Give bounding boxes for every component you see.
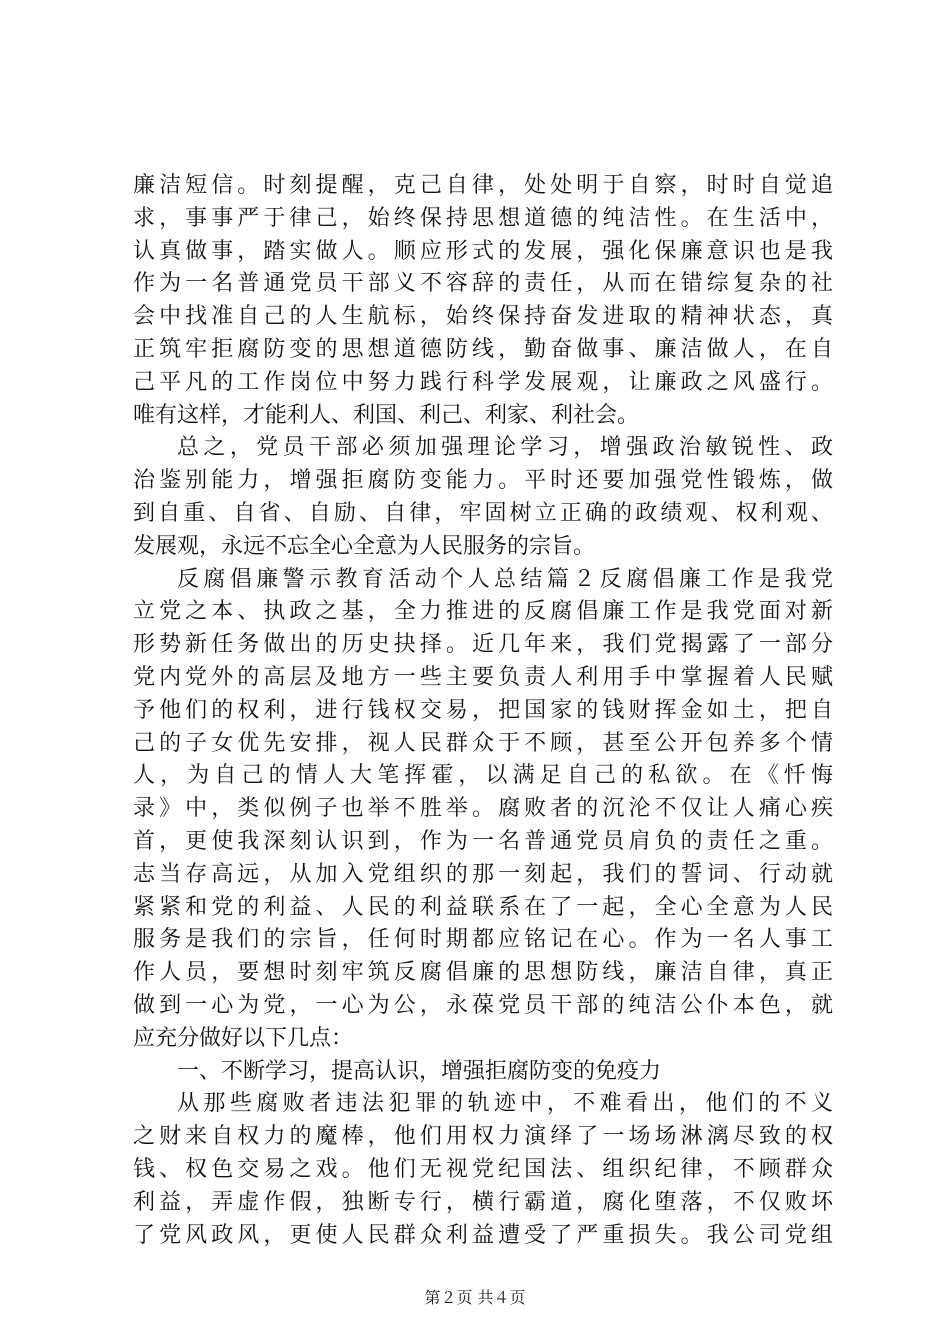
text-line: 从那些腐败者违法犯罪的轨迹中，不难看出，他们的不义 — [177, 1091, 833, 1117]
text-line: 作为一名普通党员干部义不容辞的责任，从而在错综复杂的社 — [133, 271, 833, 297]
text-line: 总之，党员干部必须加强理论学习，增强政治敏锐性、政 — [177, 435, 833, 461]
text-line: 廉洁短信。时刻提醒，克己自律，处处明于自察，时时自觉追 — [133, 173, 833, 198]
text-line: 形势新任务做出的历史抉择。近几年来，我们党揭露了一部分 — [133, 632, 833, 658]
text-line: 做到一心为党，一心为公，永葆党员干部的纯洁公仆本色，就 — [133, 992, 833, 1018]
text-line: 之财来自权力的魔棒，他们用权力演绎了一场场淋漓尽致的权 — [133, 1124, 833, 1150]
text-line: 一、不断学习，提高认识，增强拒腐防变的免疫力 — [177, 1058, 662, 1084]
text-line: 党内党外的高层及地方一些主要负责人利用手中掌握着人民赋 — [133, 664, 833, 690]
page-footer: 第２页 共４页 — [424, 1288, 526, 1307]
text-line: 录》中，类似例子也举不胜举。腐败者的沉沦不仅让人痛心疾 — [133, 796, 833, 822]
text-line: 钱、权色交易之戏。他们无视党纪国法、组织纪律，不顾群众 — [133, 1156, 833, 1182]
text-line: 服务是我们的宗旨，任何时期都应铭记在心。作为一名人事工 — [133, 927, 833, 953]
text-line: 了党风政风，更使人民群众利益遭受了严重损失。我公司党组 — [133, 1222, 833, 1248]
text-line: 立党之本、执政之基，全力推进的反腐倡廉工作是我党面对新 — [133, 599, 833, 625]
text-line: 己的子女优先安排，视人民群众于不顾，甚至公开包养多个情 — [133, 730, 833, 756]
text-line: 作人员，要想时刻牢筑反腐倡廉的思想防线，廉洁自律，真正 — [133, 960, 833, 986]
body-text — [133, 170, 833, 1252]
text-line: 到自重、自省、自励、自律，牢固树立正确的政绩观、权利观、 — [133, 500, 833, 526]
text-line: 予他们的权利，进行钱权交易，把国家的钱财挥金如土，把自 — [133, 697, 833, 723]
text-line: 正筑牢拒腐防变的思想道德防线，勤奋做事、廉洁做人，在自 — [133, 336, 833, 362]
text-line: 人，为自己的情人大笔挥霍，以满足自己的私欲。在《忏悔 — [133, 763, 833, 789]
text-line: 首，更使我深刻认识到，作为一名普通党员肩负的责任之重。 — [133, 828, 833, 854]
text-line: 治鉴别能力，增强拒腐防变能力。平时还要加强党性锻炼，做 — [133, 468, 833, 494]
text-line: 紧紧和党的利益、人民的利益联系在了一起，全心全意为人民 — [133, 894, 833, 920]
text-line: 发展观，永远不忘全心全意为人民服务的宗旨。 — [133, 533, 596, 559]
text-line: 求，事事严于律己，始终保持思想道德的纯洁性。在生活中， — [133, 205, 833, 231]
text-line: 志当存高远，从加入党组织的那一刻起，我们的誓词、行动就 — [133, 861, 833, 887]
text-line: 己平凡的工作岗位中努力践行科学发展观，让廉政之风盛行。 — [133, 369, 833, 395]
text-line: 反腐倡廉警示教育活动个人总结篇２反腐倡廉工作是我党 — [177, 566, 833, 592]
text-line: 利益，弄虚作假，独断专行，横行霸道，腐化堕落，不仅败坏 — [133, 1189, 833, 1215]
text-line: 会中找准自己的人生航标，始终保持奋发进取的精神状态，真 — [133, 304, 833, 330]
text-line: 应充分做好以下几点： — [133, 1025, 354, 1051]
text-line: 唯有这样，才能利人、利国、利己、利家、利社会。 — [133, 402, 640, 428]
text-line: 认真做事，踏实做人。顺应形式的发展，强化保廉意识也是我 — [133, 238, 833, 264]
